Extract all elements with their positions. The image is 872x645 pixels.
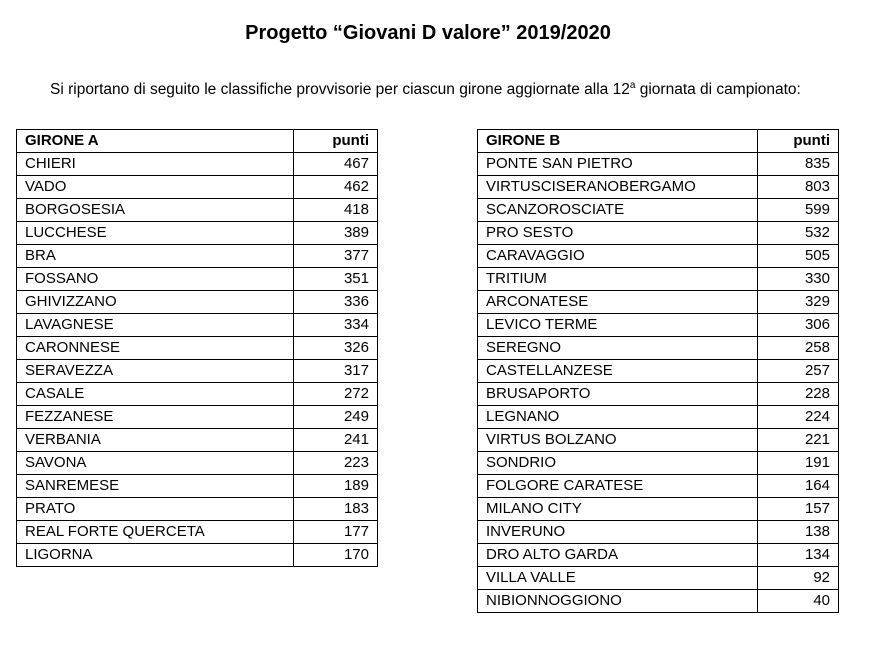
table-header-row [17, 130, 378, 153]
points-cell: 317 [293, 360, 377, 383]
points-cell: 189 [293, 475, 377, 498]
table-header-row [478, 130, 839, 153]
table-row [478, 153, 839, 176]
team-name-cell: LIGORNA [17, 544, 294, 567]
table-row [17, 452, 378, 475]
team-name-cell: DRO ALTO GARDA [478, 544, 758, 567]
points-cell: 462 [293, 176, 377, 199]
team-name-cell: FEZZANESE [17, 406, 294, 429]
intro-text: Si riportano di seguito le classifiche provvisorie per ciascun girone aggiornate alla 12 [50, 80, 630, 98]
points-cell: 329 [757, 291, 838, 314]
points-cell: 221 [757, 429, 838, 452]
team-name-cell: VADO [17, 176, 294, 199]
table-row [478, 383, 839, 406]
table-row [478, 337, 839, 360]
points-cell: 330 [757, 268, 838, 291]
table-row [478, 521, 839, 544]
table-row [478, 176, 839, 199]
column-header-team: GIRONE A [17, 130, 294, 153]
table-row [17, 199, 378, 222]
table-row [17, 360, 378, 383]
table-row [478, 406, 839, 429]
points-cell: 418 [293, 199, 377, 222]
points-cell: 306 [757, 314, 838, 337]
table-row [478, 360, 839, 383]
points-cell: 183 [293, 498, 377, 521]
team-name-cell: BRA [17, 245, 294, 268]
team-name-cell: PONTE SAN PIETRO [478, 153, 758, 176]
intro-superscript: a [629, 79, 636, 91]
table-row [478, 429, 839, 452]
team-name-cell: BORGOSESIA [17, 199, 294, 222]
table-row [17, 176, 378, 199]
standings-table-girone-b [477, 129, 839, 613]
table-row [17, 383, 378, 406]
table-row [17, 153, 378, 176]
team-name-cell: LEVICO TERME [478, 314, 758, 337]
team-name-cell: VIRTUS BOLZANO [478, 429, 758, 452]
team-name-cell: SCANZOROSCIATE [478, 199, 758, 222]
team-name-cell: MILANO CITY [478, 498, 758, 521]
intro-paragraph [26, 78, 830, 101]
team-name-cell: FOLGORE CARATESE [478, 475, 758, 498]
table-row [17, 337, 378, 360]
points-cell: 467 [293, 153, 377, 176]
points-cell: 257 [757, 360, 838, 383]
points-cell: 258 [757, 337, 838, 360]
team-name-cell: SANREMESE [17, 475, 294, 498]
column-header-points: punti [757, 130, 838, 153]
table-row [478, 268, 839, 291]
table-row [478, 452, 839, 475]
team-name-cell: CASALE [17, 383, 294, 406]
team-name-cell: INVERUNO [478, 521, 758, 544]
team-name-cell: CASTELLANZESE [478, 360, 758, 383]
team-name-cell: ARCONATESE [478, 291, 758, 314]
points-cell: 157 [757, 498, 838, 521]
points-cell: 92 [757, 567, 838, 590]
team-name-cell: TRITIUM [478, 268, 758, 291]
points-cell: 224 [757, 406, 838, 429]
table-row [478, 199, 839, 222]
table-row [17, 521, 378, 544]
team-name-cell: SONDRIO [478, 452, 758, 475]
table-row [478, 475, 839, 498]
team-name-cell: FOSSANO [17, 268, 294, 291]
page-title: Progetto “Giovani D valore” 2019/2020 [245, 22, 611, 44]
team-name-cell: SERAVEZZA [17, 360, 294, 383]
team-name-cell: CARONNESE [17, 337, 294, 360]
table-row [478, 222, 839, 245]
table-row [478, 567, 839, 590]
table-row [17, 475, 378, 498]
table-body [478, 153, 839, 613]
team-name-cell: PRATO [17, 498, 294, 521]
intro-text-end: giornata di campionato: [635, 80, 801, 98]
standings-table-girone-a [16, 129, 378, 567]
points-cell: 532 [757, 222, 838, 245]
team-name-cell: VERBANIA [17, 429, 294, 452]
table-row [17, 429, 378, 452]
points-cell: 326 [293, 337, 377, 360]
table-row [478, 314, 839, 337]
points-cell: 377 [293, 245, 377, 268]
table-row [478, 245, 839, 268]
points-cell: 835 [757, 153, 838, 176]
table-row [17, 245, 378, 268]
team-name-cell: VILLA VALLE [478, 567, 758, 590]
points-cell: 249 [293, 406, 377, 429]
table-row [17, 498, 378, 521]
points-cell: 272 [293, 383, 377, 406]
points-cell: 134 [757, 544, 838, 567]
points-cell: 40 [757, 590, 838, 613]
points-cell: 177 [293, 521, 377, 544]
points-cell: 191 [757, 452, 838, 475]
team-name-cell: SAVONA [17, 452, 294, 475]
team-name-cell: PRO SESTO [478, 222, 758, 245]
team-name-cell: GHIVIZZANO [17, 291, 294, 314]
table-body [17, 153, 378, 567]
points-cell: 803 [757, 176, 838, 199]
points-cell: 351 [293, 268, 377, 291]
column-header-team: GIRONE B [478, 130, 758, 153]
team-name-cell: LUCCHESE [17, 222, 294, 245]
team-name-cell: NIBIONNOGGIONO [478, 590, 758, 613]
table-row [478, 498, 839, 521]
table-row [17, 291, 378, 314]
team-name-cell: CARAVAGGIO [478, 245, 758, 268]
team-name-cell: VIRTUSCISERANOBERGAMO [478, 176, 758, 199]
points-cell: 599 [757, 199, 838, 222]
table-row [478, 291, 839, 314]
column-header-points: punti [293, 130, 377, 153]
points-cell: 241 [293, 429, 377, 452]
table-row [17, 406, 378, 429]
table-row [17, 314, 378, 337]
team-name-cell: BRUSAPORTO [478, 383, 758, 406]
team-name-cell: LAVAGNESE [17, 314, 294, 337]
table-row [17, 268, 378, 291]
table-row [478, 590, 839, 613]
points-cell: 334 [293, 314, 377, 337]
team-name-cell: SEREGNO [478, 337, 758, 360]
points-cell: 389 [293, 222, 377, 245]
team-name-cell: LEGNANO [478, 406, 758, 429]
team-name-cell: CHIERI [17, 153, 294, 176]
table-row [478, 544, 839, 567]
points-cell: 505 [757, 245, 838, 268]
points-cell: 170 [293, 544, 377, 567]
table-row [17, 544, 378, 567]
points-cell: 228 [757, 383, 838, 406]
points-cell: 138 [757, 521, 838, 544]
points-cell: 336 [293, 291, 377, 314]
points-cell: 223 [293, 452, 377, 475]
team-name-cell: REAL FORTE QUERCETA [17, 521, 294, 544]
points-cell: 164 [757, 475, 838, 498]
table-row [17, 222, 378, 245]
